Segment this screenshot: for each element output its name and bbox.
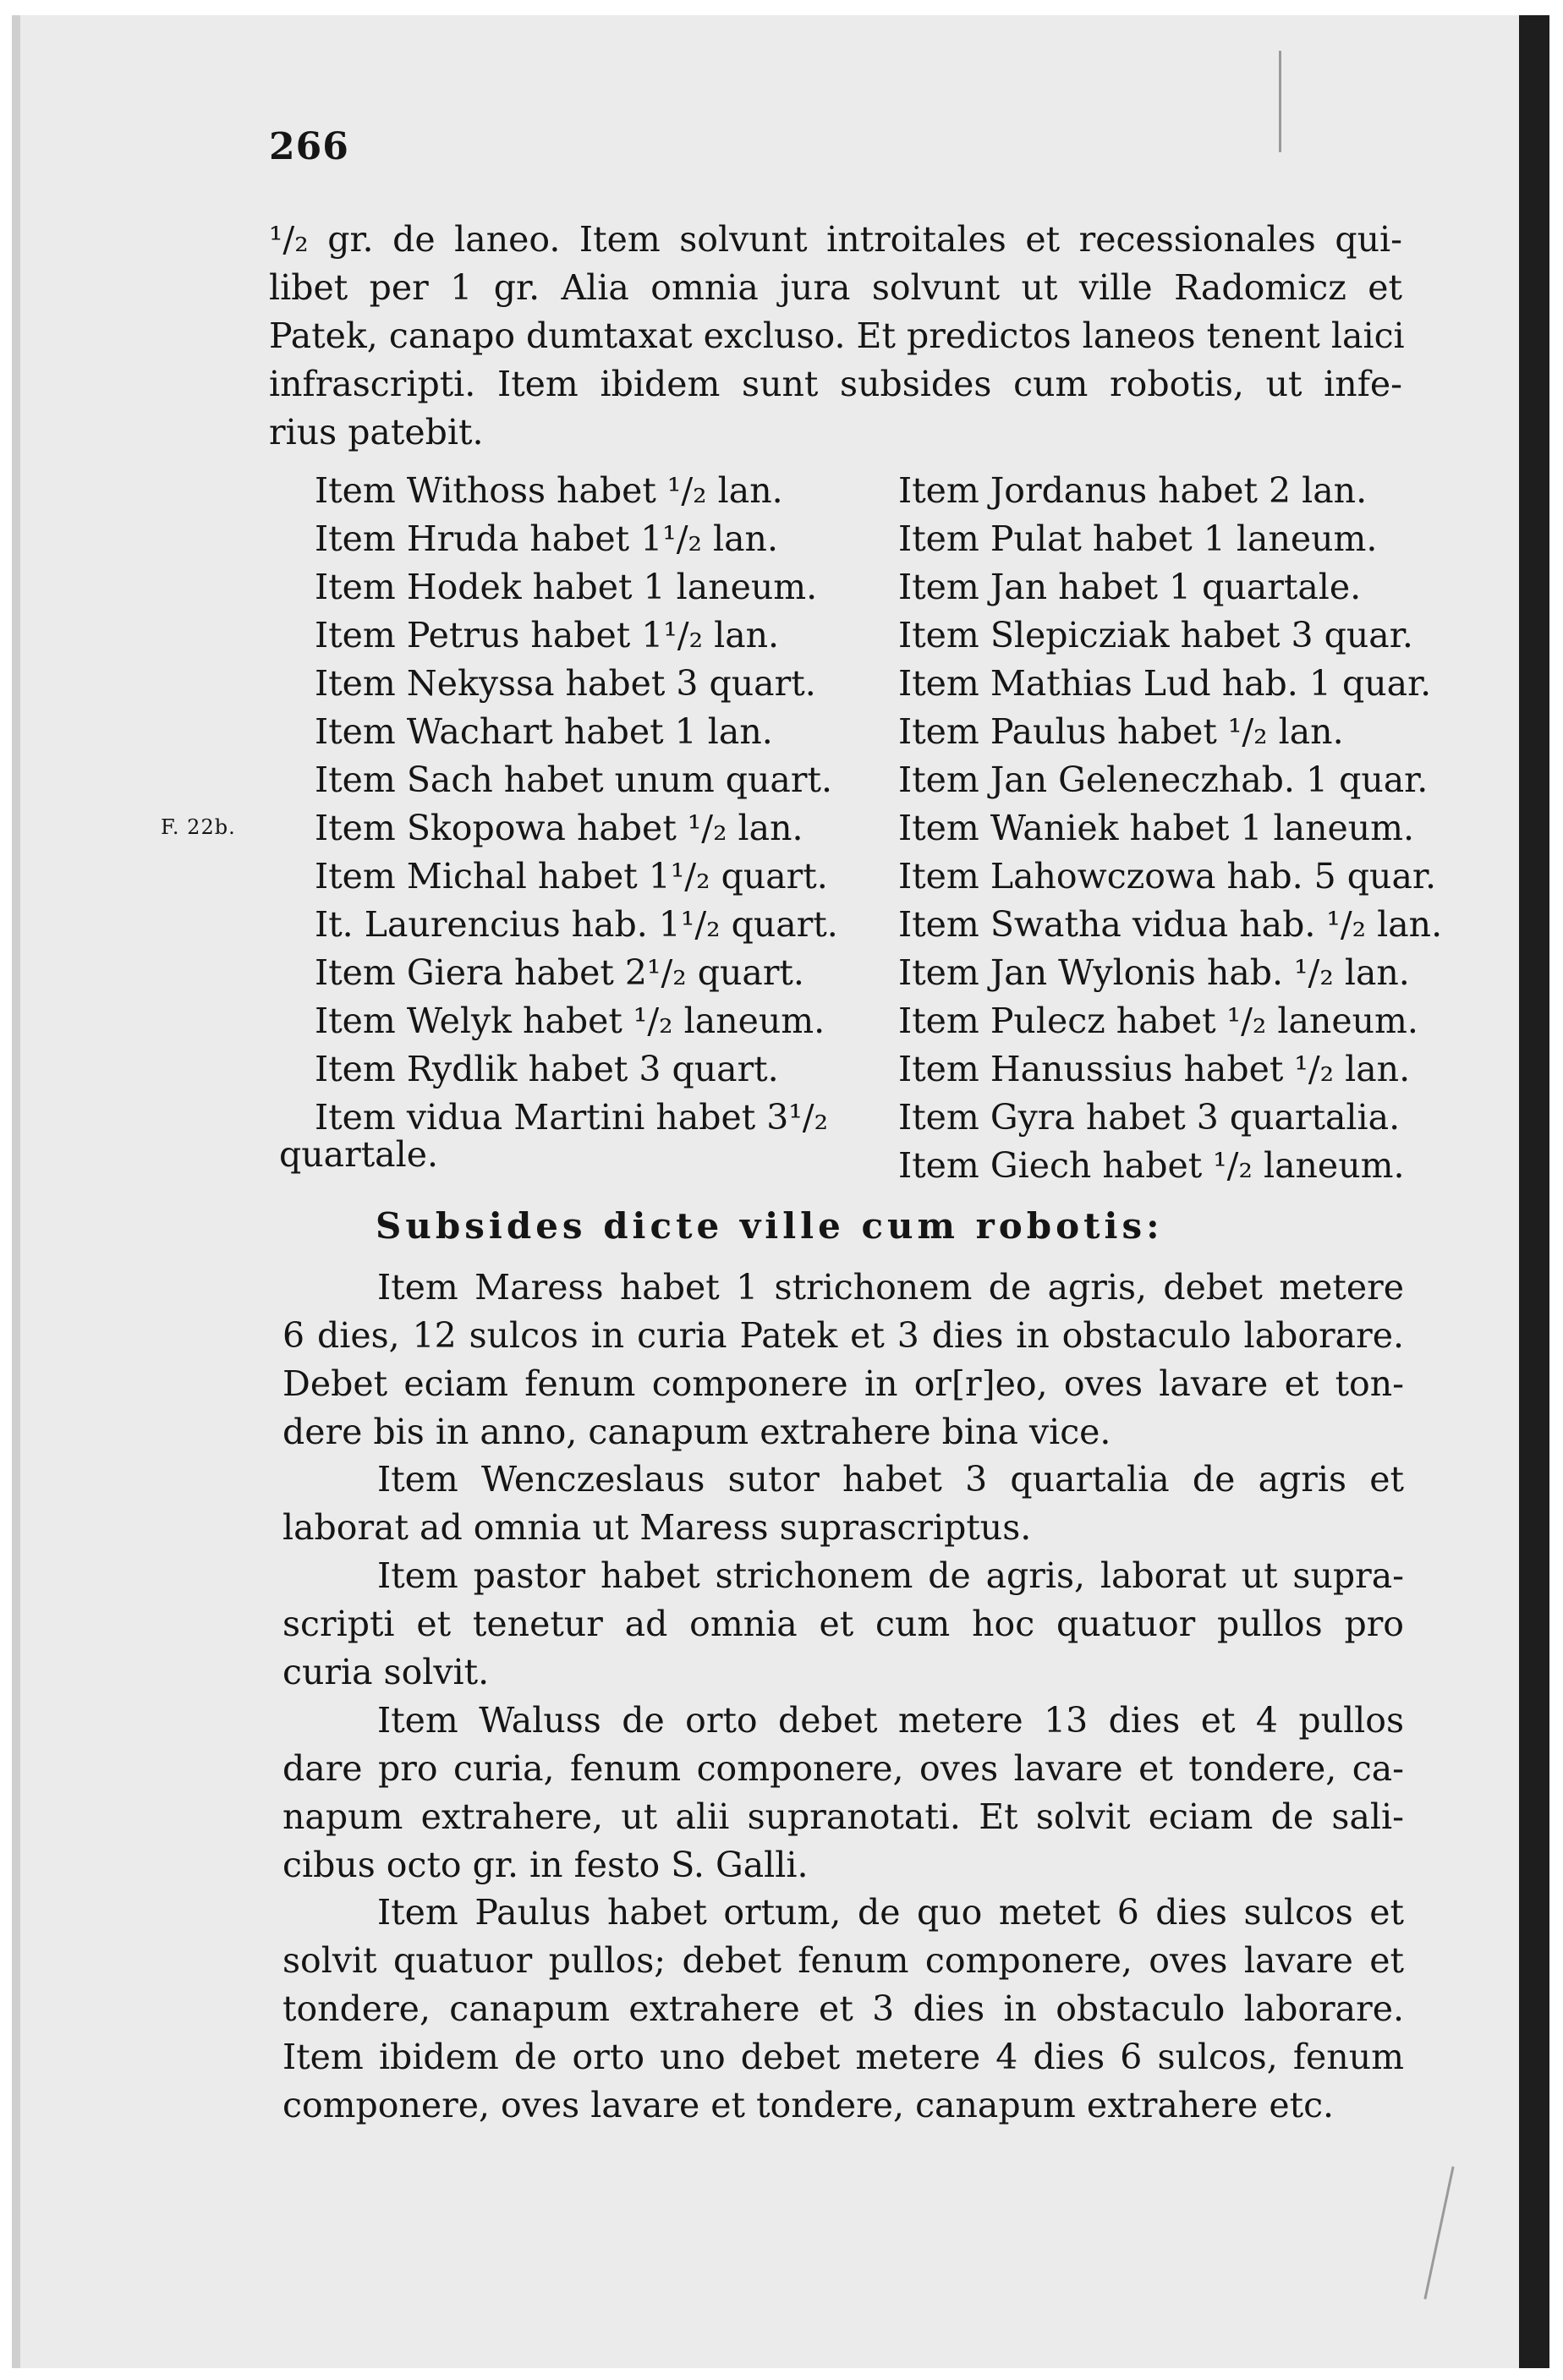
paragraph-line: solvit quatuor pullos; debet fenum componere, oves lavare et <box>282 1940 1404 1981</box>
tenant-list-right <box>898 467 1443 1190</box>
intro-line: ¹/₂ gr. de laneo. Item solvunt introitales et recessionales qui- <box>269 219 1402 260</box>
paragraph-line: laborat ad omnia ut Maress suprascriptus. <box>282 1507 1032 1548</box>
paragraph-line: Item Paulus habet ortum, de quo metet 6 dies sulcos et <box>377 1892 1404 1933</box>
tenant-entry: Item Slepicziak habet 3 quar. <box>898 615 1413 655</box>
tenant-entry: Item Jan Geleneczhab. 1 quar. <box>898 760 1429 800</box>
tenant-entry: Item Wachart habet 1 lan. <box>315 711 773 752</box>
page-number: 266 <box>269 125 349 168</box>
tenant-entry: Item Lahowczowa hab. 5 quar. <box>898 856 1437 897</box>
tenant-entry: Item Nekyssa habet 3 quart. <box>315 663 816 704</box>
paragraph-line: Item Wenczeslaus sutor habet 3 quartalia de agris et <box>377 1459 1404 1500</box>
paragraph-line: componere, oves lavare et tondere, canapum extrahere etc. <box>282 2085 1335 2125</box>
intro-line: rius patebit. <box>269 412 484 452</box>
tenant-entry: It. Laurencius hab. 1¹/₂ quart. <box>315 904 838 945</box>
tenant-entry: Item Jan habet 1 quartale. <box>898 567 1362 607</box>
page-left-edge <box>12 15 20 2368</box>
paragraph-line: Item Maress habet 1 strichonem de agris, debet metere <box>377 1267 1404 1308</box>
tenant-list-left <box>315 467 838 1142</box>
subsides-paragraph <box>282 1456 1404 1552</box>
paragraph-line: tondere, canapum extrahere et 3 dies in obstaculo laborare. <box>282 1988 1404 2029</box>
tenant-entry: Item Paulus habet ¹/₂ lan. <box>898 711 1344 752</box>
tenant-entry: Item Waniek habet 1 laneum. <box>898 808 1415 848</box>
scan-artifact-mark <box>1279 51 1281 152</box>
tenant-entry: Item Jordanus habet 2 lan. <box>898 470 1368 511</box>
paragraph-line: scripti et tenetur ad omnia et cum hoc quatuor pullos pro <box>282 1604 1404 1644</box>
paragraph-line: Item ibidem de orto uno debet metere 4 dies 6 sulcos, fenum <box>282 2037 1404 2077</box>
intro-paragraph <box>269 216 1405 457</box>
tenant-entry: Item Hanussius habet ¹/₂ lan. <box>898 1049 1411 1089</box>
paragraph-line: Item Waluss de orto debet metere 13 dies et 4 pullos <box>377 1700 1404 1741</box>
tenant-entry: Item Swatha vidua hab. ¹/₂ lan. <box>898 904 1443 945</box>
tenant-entry: Item Pulecz habet ¹/₂ laneum. <box>898 1001 1418 1041</box>
tenant-entry-continuation: quartale. <box>279 1134 439 1175</box>
section-heading: Subsides dicte ville cum robotis: <box>376 1205 1164 1247</box>
subsides-paragraph <box>282 1697 1404 1889</box>
paragraph-line: dere bis in anno, canapum extrahere bina vice. <box>282 1412 1111 1452</box>
tenant-entry: Item Sach habet unum quart. <box>315 760 832 800</box>
tenant-entry: Item vidua Martini habet 3¹/₂ <box>315 1097 829 1138</box>
tenant-entry: Item Petrus habet 1¹/₂ lan. <box>315 615 780 655</box>
paragraph-line: cibus octo gr. in festo S. Galli. <box>282 1845 809 1885</box>
paragraph-line: Item pastor habet strichonem de agris, laborat ut supra- <box>377 1555 1404 1596</box>
tenant-entry: Item Pulat habet 1 laneum. <box>898 518 1378 559</box>
folio-margin-note: F. 22b. <box>161 815 236 839</box>
page-right-edge <box>1519 15 1549 2368</box>
paragraph-line: napum extrahere, ut alii supranotati. Et solvit eciam de sali- <box>282 1796 1404 1837</box>
paragraph-line: dare pro curia, fenum componere, oves lavare et tondere, ca- <box>282 1748 1404 1789</box>
intro-line: Patek, canapo dumtaxat excluso. Et predictos laneos tenent laici <box>269 315 1405 356</box>
paragraph-line: curia solvit. <box>282 1652 490 1692</box>
tenant-entry: Item Hodek habet 1 laneum. <box>315 567 818 607</box>
intro-line: libet per 1 gr. Alia omnia jura solvunt ut ville Radomicz et <box>269 267 1402 308</box>
tenant-entry: Item Withoss habet ¹/₂ lan. <box>315 470 783 511</box>
tenant-entry: Item Giech habet ¹/₂ laneum. <box>898 1145 1405 1186</box>
tenant-entry: Item Skopowa habet ¹/₂ lan. <box>315 808 803 848</box>
intro-line: infrascripti. Item ibidem sunt subsides cum robotis, ut infe- <box>269 364 1402 404</box>
paragraph-line: Debet eciam fenum componere in or[r]eo, oves lavare et ton- <box>282 1363 1404 1404</box>
tenant-entry: Item Hruda habet 1¹/₂ lan. <box>315 518 778 559</box>
tenant-entry: Item Gyra habet 3 quartalia. <box>898 1097 1401 1138</box>
subsides-paragraph <box>282 1552 1404 1697</box>
subsides-paragraph <box>282 1889 1404 2130</box>
tenant-entry: Item Jan Wylonis hab. ¹/₂ lan. <box>898 952 1410 993</box>
tenant-entry: Item Mathias Lud hab. 1 quar. <box>898 663 1432 704</box>
tenant-entry: Item Michal habet 1¹/₂ quart. <box>315 856 828 897</box>
tenant-entry: Item Welyk habet ¹/₂ laneum. <box>315 1001 825 1041</box>
tenant-entry: Item Giera habet 2¹/₂ quart. <box>315 952 804 993</box>
paragraph-line: 6 dies, 12 sulcos in curia Patek et 3 dies in obstaculo laborare. <box>282 1315 1404 1356</box>
subsides-paragraph <box>282 1264 1404 1456</box>
tenant-entry: Item Rydlik habet 3 quart. <box>315 1049 779 1089</box>
